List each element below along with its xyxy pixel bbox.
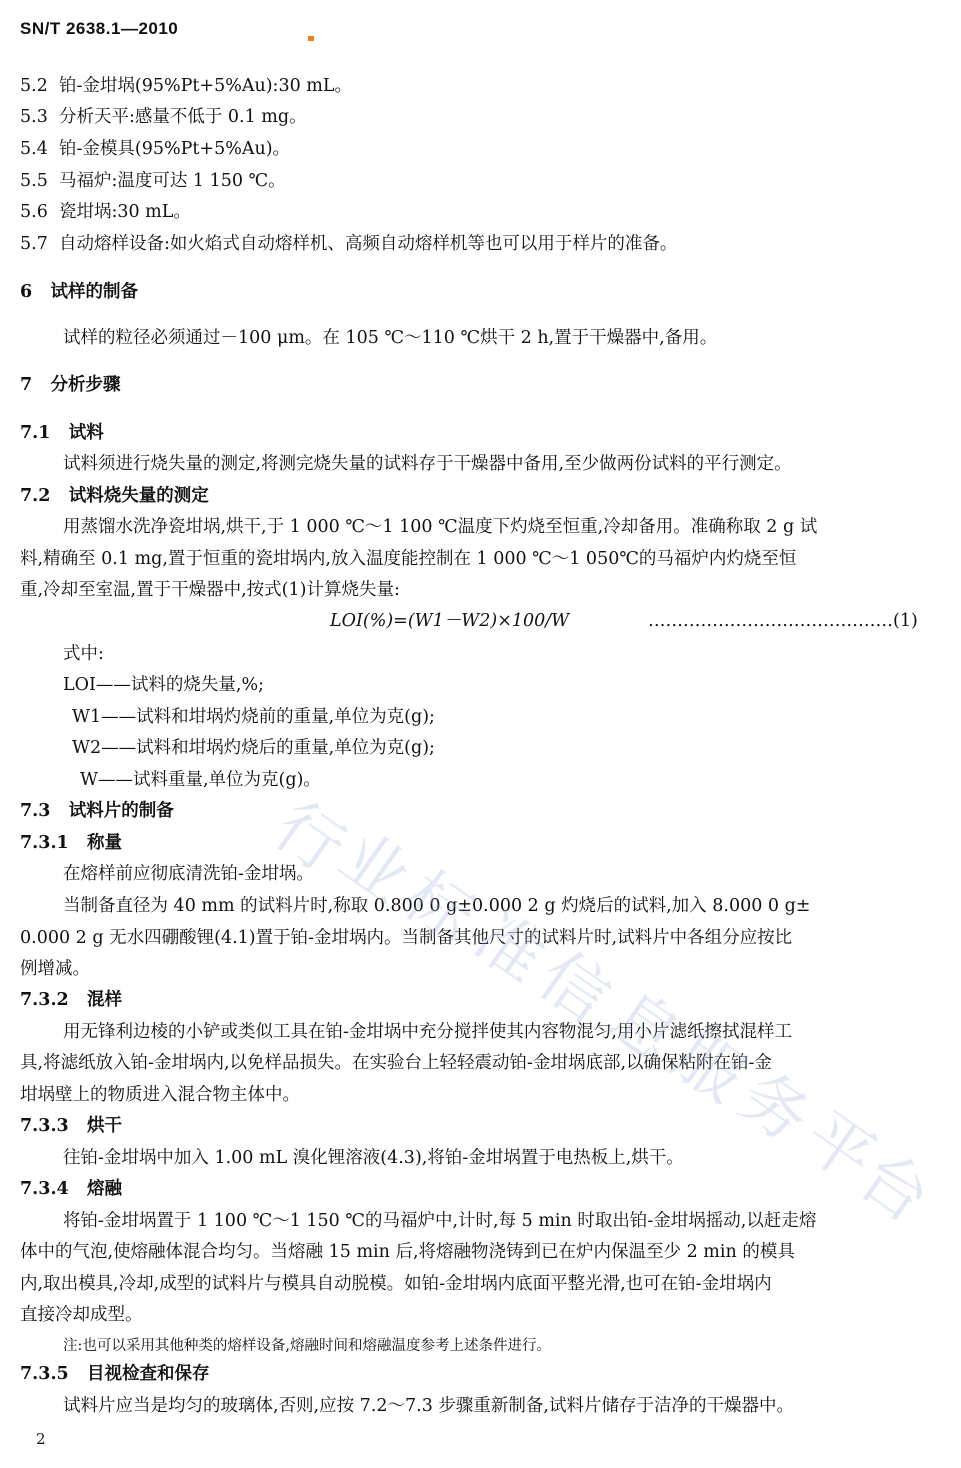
item-5-3: 5.3 分析天平:感量不低于 0.1 mg。 (20, 107, 307, 127)
item-5-5: 5.5 马福炉:温度可达 1 150 ℃。 (20, 171, 286, 191)
item-5-2: 5.2 铂-金坩埚(95%Pt+5%Au):30 mL。 (20, 76, 353, 96)
para-7-3-5: 试料片应当是均匀的玻璃体,否则,应按 7.2～7.3 步骤重新制备,试料片储存于洁净的干燥器中。 (63, 1396, 794, 1416)
formula-number: ……………………………………(1) (648, 611, 918, 631)
watermark-char: 息 (595, 976, 694, 1078)
para-7-1: 试料须进行烧失量的测定,将测完烧失量的试料存于干燥器中备用,至少做两份试料的平行测定。 (63, 454, 792, 474)
heading-7-1: 7.1 试料 (20, 423, 104, 443)
watermark-char: 准 (460, 896, 559, 998)
para-7-3-4-line3: 内,取出模具,冷却,成型的试料片与模具自动脱模。如铂-金坩埚内底面平整光滑,也可在铂-金坩埚内 (20, 1274, 772, 1294)
watermark-char: 服 (660, 1016, 759, 1118)
watermark-char: 业 (325, 816, 424, 918)
def-w2: W2——试料和坩埚灼烧后的重量,单位为克(g); (72, 738, 435, 758)
note: 注:也可以采用其他种类的熔样设备,熔融时间和熔融温度参考上述条件进行。 (63, 1338, 551, 1354)
watermark-char: 务 (725, 1056, 824, 1158)
para-7-3-2-line2: 具,将滤纸放入铂-金坩埚内,以免样品损失。在实验台上轻轻震动铂-金坩埚底部,以确保粘附在铂-金 (20, 1053, 772, 1073)
watermark-char: 台 (845, 1136, 944, 1238)
watermark-char: 行 (260, 786, 359, 888)
def-loi: LOI——试料的烧失量,%; (63, 675, 264, 695)
item-5-7: 5.7 自动熔样设备:如火焰式自动熔样机、高频自动熔样机等也可以用于样片的准备。 (20, 234, 678, 254)
para-7-2-line2: 料,精确至 0.1 mg,置于恒重的瓷坩埚内,放入温度能控制在 1 000 ℃～1 050℃的马福炉内灼烧至恒 (20, 549, 797, 569)
item-5-6: 5.6 瓷坩埚:30 mL。 (20, 202, 191, 222)
para-7-3-1-line2: 当制备直径为 40 mm 的试料片时,称取 0.800 0 g±0.000 2 g 灼烧后的试料,加入 8.000 0 g± (63, 896, 811, 916)
header-mark (308, 36, 314, 41)
watermark-char: 标 (390, 856, 489, 958)
heading-7-3-1: 7.3.1 称量 (20, 833, 122, 853)
def-w1: W1——试料和坩埚灼烧前的重量,单位为克(g); (72, 707, 435, 727)
page-number: 2 (36, 1430, 46, 1448)
def-w: W——试料重量,单位为克(g)。 (80, 770, 321, 790)
watermark-char: 平 (790, 1096, 889, 1198)
para-7-3-1-line1: 在熔样前应彻底清洗铂-金坩埚。 (63, 864, 314, 884)
heading-7-3-2: 7.3.2 混样 (20, 990, 122, 1010)
para-7-3-4-line2: 体中的气泡,使熔融体混合均匀。当熔融 15 min 后,将熔融物浇铸到已在炉内保温至少 2 min 的模具 (20, 1242, 795, 1262)
para-6: 试样的粒径必须通过－100 μm。在 105 ℃～110 ℃烘干 2 h,置于干燥器中,备用。 (63, 328, 718, 348)
where-label: 式中: (63, 644, 104, 664)
heading-7: 7 分析步骤 (20, 375, 121, 395)
para-7-3-1-line4: 例增减。 (20, 959, 90, 979)
watermark-char: 信 (525, 936, 624, 1038)
heading-7-3-4: 7.3.4 熔融 (20, 1179, 122, 1199)
heading-7-3-5: 7.3.5 目视检查和保存 (20, 1364, 210, 1384)
formula-1: LOI(%)=(W1－W2)×100/W (330, 611, 570, 631)
heading-7-3: 7.3 试料片的制备 (20, 801, 174, 821)
para-7-3-4-line4: 直接冷却成型。 (20, 1305, 143, 1325)
heading-7-3-3: 7.3.3 烘干 (20, 1116, 122, 1136)
para-7-3-2-line1: 用无锋利边棱的小铲或类似工具在铂-金坩埚中充分搅拌使其内容物混匀,用小片滤纸擦拭混样工 (63, 1022, 792, 1042)
para-7-2-line1: 用蒸馏水洗净瓷坩埚,烘干,于 1 000 ℃～1 100 ℃温度下灼烧至恒重,冷却备用。准确称取 2 g 试 (63, 517, 818, 537)
para-7-3-1-line3: 0.000 2 g 无水四硼酸锂(4.1)置于铂-金坩埚内。当制备其他尺寸的试料片时,试料片中各组分应按比 (20, 928, 793, 948)
para-7-2-line3: 重,冷却至室温,置于干燥器中,按式(1)计算烧失量: (20, 580, 400, 600)
para-7-3-2-line3: 坩埚壁上的物质进入混合物主体中。 (20, 1085, 300, 1105)
item-5-4: 5.4 铂-金模具(95%Pt+5%Au)。 (20, 139, 291, 159)
para-7-3-3: 往铂-金坩埚中加入 1.00 mL 溴化锂溶液(4.3),将铂-金坩埚置于电热板上,烘干。 (63, 1148, 684, 1168)
page-header: SN/T 2638.1—2010 (20, 19, 179, 38)
para-7-3-4-line1: 将铂-金坩埚置于 1 100 ℃～1 150 ℃的马福炉中,计时,每 5 min 时取出铂-金坩埚摇动,以赶走熔 (63, 1211, 817, 1231)
heading-6: 6 试样的制备 (20, 282, 138, 302)
heading-7-2: 7.2 试料烧失量的测定 (20, 486, 209, 506)
